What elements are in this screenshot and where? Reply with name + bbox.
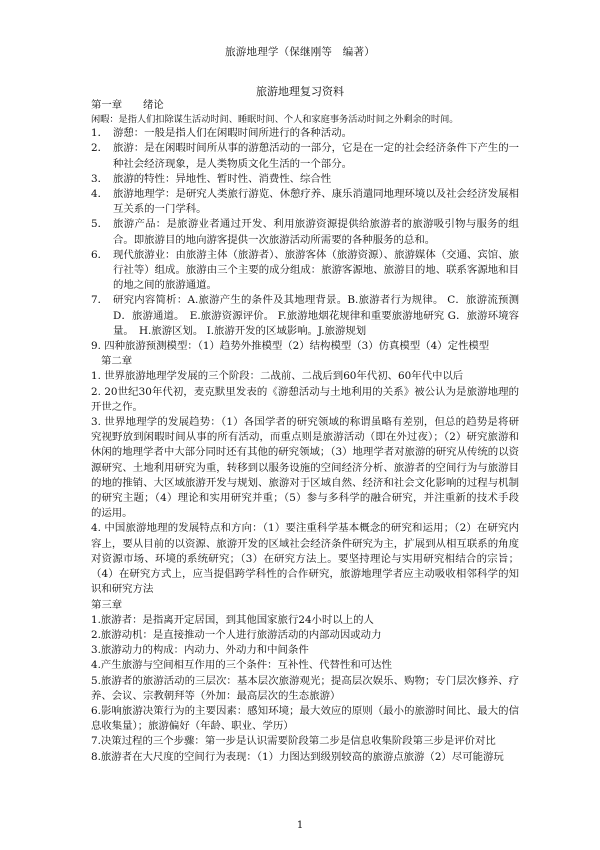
document-title: 旅游地理复习资料 [256, 85, 344, 98]
list-item: 5.旅游者的旅游活动的三层次：基本层次旅游观光；提高层次娱乐、购物；专门层次修养、疗养、会议、宗教朝拜等（外加：最高层次的生态旅游） [91, 674, 519, 702]
chapter2-heading: 第二章 [101, 355, 133, 368]
chapter3-heading: 第三章 [91, 598, 123, 611]
list-item [91, 126, 519, 141]
item-number: 7． [91, 294, 109, 307]
list-item: 4. 中国旅游地理的发展特点和方向：（1）要注重科学基本概念的研究和运用；（2）在研究内容上，要从目前的以资源、旅游开发的区域社会经济条件研究为主，扩展到从相互联系的角度对资源市场、环境的系统研究；（3）在研究方法上。要坚持理论与实用研究相结合的宗旨；（4）在研究方式上，应当提倡跨学科性的合作研究，旅游地理学者应主动吸收相邻科学的知识和研究方法 [91, 522, 519, 596]
page-number: 1 [296, 820, 304, 831]
item-number: 1． [91, 127, 109, 140]
item-number: 2． [91, 142, 109, 155]
item-number: 3． [91, 172, 109, 185]
list-item: 6.影响旅游决策行为的主要因素：感知环境；最大效应的原则（最小的旅游时间比、最大的信息收集量）；旅游偏好（年龄、职业、学历） [91, 704, 519, 733]
page-header: 旅游地理学（保继刚等 编著） [225, 46, 375, 58]
list-item: 2. 20世纪30年代初，麦克默里发表的《游憩活动与土地利用的关系》被公认为是旅游地理的开世之作。 [91, 385, 519, 413]
list-item: 4.产生旅游与空间相互作用的三个条件：互补性、代替性和可达性 [91, 659, 392, 672]
list-item: 3. 世界地理学的发展趋势：（1）各国学者的研究领域的称谓虽略有差别，但总的趋势是将研究视野放到闲暇时间从事的所有活动，而重点则是旅游活动（即在外过夜）；（2）研究旅游和休闲的地理学者中大部分同时还有其他的研究领域；（3）地理学者对旅游的研究从传统的以资源研究、土地利用研究为重，转移到以服务设施的空间经济分析、旅游者的空间行为与旅游目的地的推销、大区域旅游开发与规划、旅游对于区域自然、经济和社会文化影响的过程与机制的研究主题；（4）理论和实用研究并重；（5）参与多科学的融合研究，并注重新的技术手段的运用。 [91, 416, 519, 520]
item-number: 5． [91, 218, 109, 231]
item-text: 现代旅游业：由旅游主体（旅游者）、旅游客体（旅游资源）、旅游媒体（交通、宾馆、旅行社等）组成。旅游由三个主要的成分组成：旅游客源地、旅游目的地、联系客源地和目的地之间的旅游通道。 [113, 248, 519, 292]
list-item: 8.旅游者在大尺度的空间行为表现：（1）力图达到级别较高的旅游点旅游（2）尽可能游玩 [91, 750, 504, 763]
list-item: 3.旅游动力的构成：内动力、外动力和中间条件 [91, 644, 309, 657]
chapter1-heading: 第一章 绪论 [91, 99, 164, 111]
list-item: 2.旅游动机：是直接推动一个人进行旅游活动的内部动因或动力 [91, 628, 382, 641]
list-item: 1. 世界旅游地理学发展的三个阶段：二战前、二战后到60年代初、60年代中以后 [91, 370, 464, 383]
item-text: 游憩：一般是指人们在闲暇时间所进行的各种活动。 [113, 127, 352, 140]
list-item [91, 187, 519, 217]
item-number: 4． [91, 188, 109, 201]
list-item [91, 293, 530, 339]
list-item [91, 141, 519, 171]
document-body [91, 98, 530, 765]
forecast-models: 9. 四种旅游预测模型：（1）趋势外推模型（2）结构模型（3）仿真模型（4）定性模型 [91, 340, 490, 353]
list-item [91, 248, 519, 294]
leisure-definition: 闲暇：是指人们扣除谋生活动时间、睡眠时间、个人和家庭事务活动时间之外剩余的时间。 [91, 114, 459, 126]
item-number: 6． [91, 248, 109, 261]
list-item [91, 217, 519, 247]
item-text: 研究内容简析：A.旅游产生的条件及其地理背景。B.旅游者行为规律。 C．旅游流预测 D．旅游通道。 E.旅游资源评价。 F.旅游地烟花规律和重要旅游地研究 G．旅游环境容量。 H.旅游区划。 I.旅游开发的区域影响。J.旅游规划 [113, 294, 530, 337]
item-text: 旅游地理学：是研究人类旅行游览、休憩疗养、康乐消遣同地理环境以及社会经济发展相互关系的一门学科。 [113, 188, 519, 216]
item-text: 旅游的特性：异地性、暂时性、消费性、综合性 [113, 172, 332, 185]
list-item [91, 172, 519, 187]
item-text: 旅游产品：是旅游业者通过开发、利用旅游资源提供给旅游者的旅游吸引物与服务的组合。即旅游目的地向游客提供一次旅游活动所需要的各种服务的总和。 [113, 218, 519, 246]
item-text: 旅游：是在闲暇时间所从事的游憩活动的一部分，它是在一定的社会经济条件下产生的一种社会经济现象，是人类物质文化生活的一个部分。 [113, 142, 519, 170]
list-item: 7.决策过程的三个步骤：第一步是认识需要阶段第二步是信息收集阶段第三步是评价对比 [91, 735, 496, 748]
list-item: 1.旅游者：是指离开定居国，到其他国家旅行24小时以上的人 [91, 613, 374, 626]
